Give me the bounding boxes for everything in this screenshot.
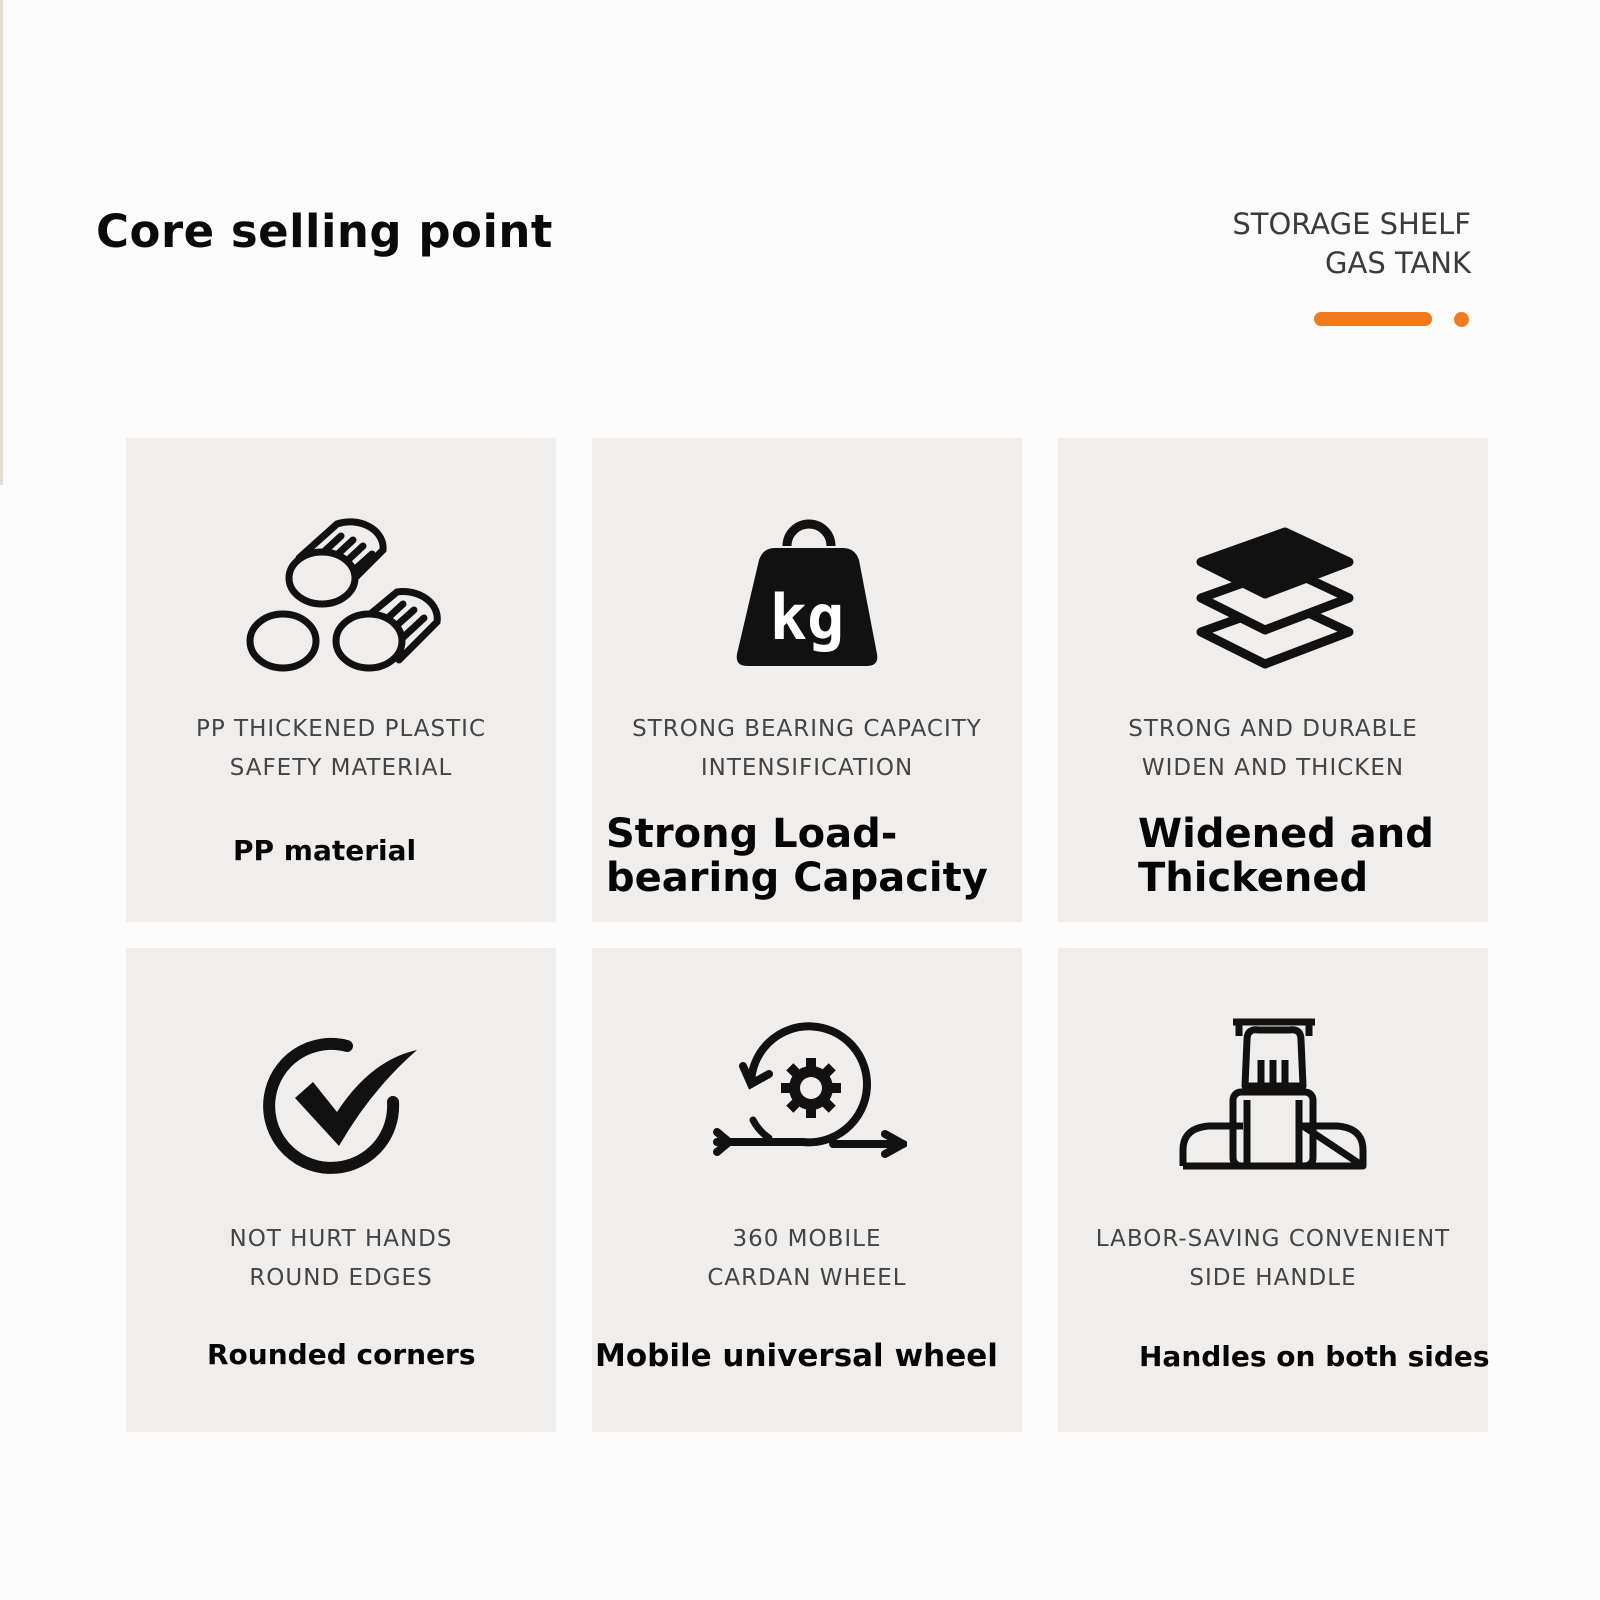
feature-label: Handles on both sides xyxy=(1139,1340,1490,1373)
feature-card-rounded-corners xyxy=(126,948,556,1432)
subtitle-line-1: STORAGE SHELF xyxy=(1232,207,1471,241)
feature-card-pp-material xyxy=(126,438,556,922)
feature-label: Strong Load- bearing Capacity xyxy=(606,811,988,901)
feature-caption: STRONG BEARING CAPACITY INTENSIFICATION xyxy=(632,716,982,781)
rotating-wheel-icon xyxy=(707,1016,907,1191)
feature-caption: STRONG AND DURABLE WIDEN AND THICKEN xyxy=(1128,716,1418,781)
check-circle-icon xyxy=(241,1016,441,1191)
feature-label: Mobile universal wheel xyxy=(595,1338,998,1374)
hand-grip-handle-icon xyxy=(1173,1016,1373,1191)
feature-label: Rounded corners xyxy=(207,1338,476,1371)
logs-icon xyxy=(241,506,441,681)
product-subtitle xyxy=(1232,205,1471,283)
kg-weight-icon xyxy=(707,506,907,681)
feature-card-universal-wheel xyxy=(592,948,1022,1432)
feature-caption: 360 MOBILE CARDAN WHEEL xyxy=(707,1226,907,1291)
accent-bar xyxy=(1314,312,1432,326)
svg-text:kg: kg xyxy=(769,581,845,654)
feature-caption: PP THICKENED PLASTIC SAFETY MATERIAL xyxy=(195,716,487,781)
feature-caption: NOT HURT HANDS ROUND EDGES xyxy=(229,1226,453,1291)
page-title: Core selling point xyxy=(96,205,553,258)
accent-dot xyxy=(1454,312,1469,327)
feature-label: PP material xyxy=(233,834,417,867)
subtitle-line-2: GAS TANK xyxy=(1325,246,1471,280)
layers-icon xyxy=(1173,506,1373,681)
left-edge-line xyxy=(0,0,3,485)
feature-card-side-handles xyxy=(1058,948,1488,1432)
feature-caption: LABOR-SAVING CONVENIENT SIDE HANDLE xyxy=(1095,1226,1451,1291)
feature-card-load-bearing xyxy=(592,438,1022,922)
feature-card-widened xyxy=(1058,438,1488,922)
feature-label: Widened and Thickened xyxy=(1138,811,1434,901)
